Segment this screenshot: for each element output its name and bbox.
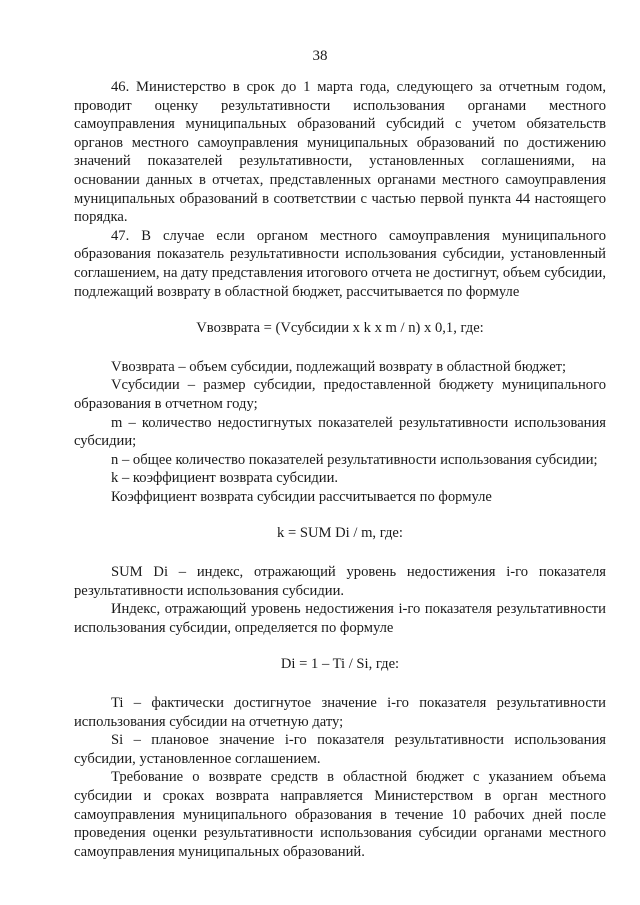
index-intro: Индекс, отражающий уровень недостижения i-го показателя результативности использования субсидии, определяется по формуле [74, 601, 606, 636]
paragraph-46: 46. Министерство в срок до 1 марта года, следующего за отчетным годом, проводит оценку результативности использования органами местного самоуправления муниципальных образований субсидий с учетом обязательств органов местного самоуправления муниципальных образований по достижению значений показателей результативности, установленных соглашениями, на основании данных в отчетах, представленных органами местного самоуправления муниципальных образований в соответствии с частью первой пункта 44 настоящего порядка. [74, 79, 606, 226]
formula-return-volume: Vвозврата = (Vсубсидии х k х m / n) х 0,1, где: [196, 320, 484, 337]
paragraph-47: 47. В случае если органом местного самоуправления муниципального образования показатель результативности использования субсидии, установленный соглашением, на дату представления итогового отчета не достигнут, объем субсидии, подлежащий возврату в областной бюджет, рассчитывается по формуле [74, 227, 606, 300]
document-body [74, 78, 606, 861]
definition-ti: Ti – фактически достигнутое значение i-го показателя результативности использования субсидии на отчетную дату; [74, 695, 606, 730]
definition-n: n – общее количество показателей результативности использования субсидии; [111, 451, 598, 468]
definition-m: m – количество недостигнутых показателей результативности использования субсидии; [74, 414, 606, 450]
formula-k: k = SUM Di / m, где: [277, 525, 403, 542]
definition-sum-di: SUM Di – индекс, отражающий уровень недостижения i-го показателя результативности использования субсидии. [74, 564, 606, 599]
definition-k: k – коэффициент возврата субсидии. [111, 470, 339, 487]
definition-v-subsidy: Vсубсидии – размер субсидии, предоставленной бюджету муниципального образования в отчетном году; [74, 377, 606, 412]
k-intro: Коэффициент возврата субсидии рассчитывается по формуле [111, 488, 492, 505]
definition-v-return: Vвозврата – объем субсидии, подлежащий возврату в областной бюджет; [111, 358, 567, 375]
formula-di: Di = 1 – Ti / Si, где: [280, 656, 400, 673]
page-number: 38 [312, 48, 328, 64]
return-requirement: Требование о возврате средств в областной бюджет с указанием объема субсидии и сроках возврата направляется Министерством в орган местного самоуправления муниципального образования в течение 10 рабочих дней после проведения оценки результативности использования субсидии органами местного самоуправления муниципальных образований. [74, 769, 606, 860]
definition-si: Si – плановое значение i-го показателя результативности использования субсидии, установленное соглашением. [74, 732, 606, 767]
